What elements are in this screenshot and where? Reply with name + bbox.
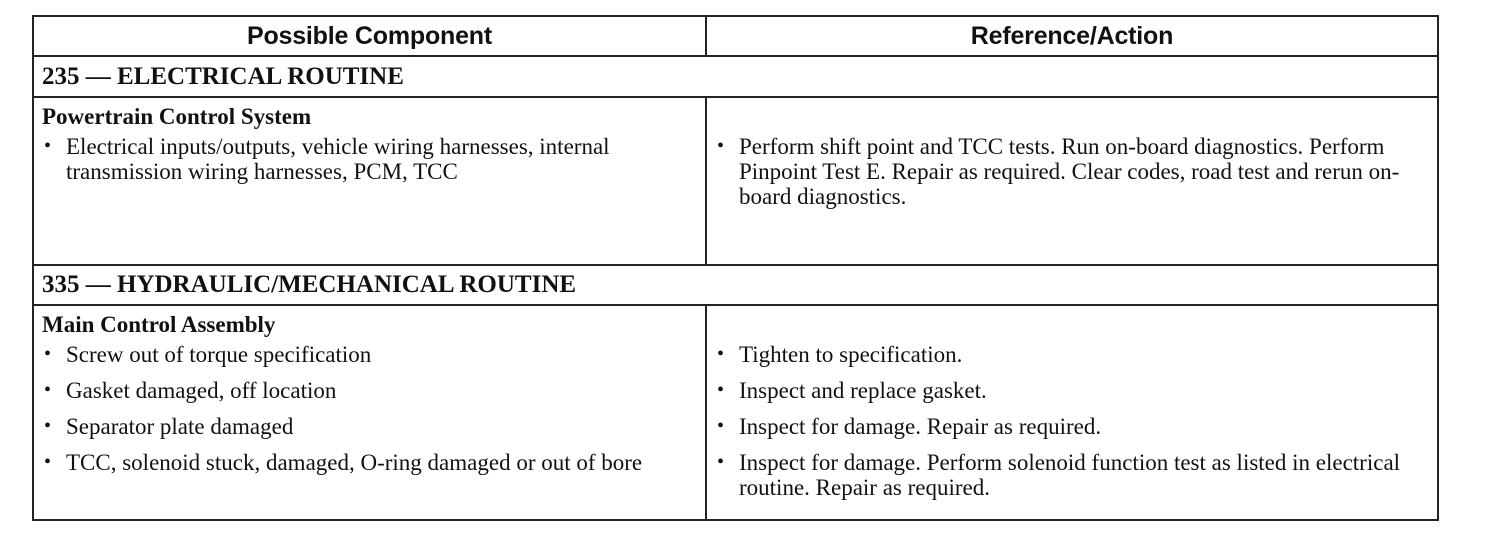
list-item xyxy=(42,342,697,367)
column-header-action: Reference/Action xyxy=(706,16,1438,56)
component-text: Screw out of torque specification xyxy=(66,342,372,368)
action-text: Tighten to specification. xyxy=(739,342,963,368)
section-title: 235 — ELECTRICAL ROUTINE xyxy=(33,56,1438,96)
list-item xyxy=(42,450,697,475)
table-row xyxy=(33,305,1438,520)
bullet-icon: • xyxy=(717,134,725,157)
bullet-icon: • xyxy=(44,451,52,474)
bullet-icon: • xyxy=(44,415,52,438)
diagnostic-table xyxy=(32,15,1439,521)
bullet-icon: • xyxy=(717,451,725,474)
bullet-icon: • xyxy=(44,379,52,402)
list-item xyxy=(715,342,1429,367)
bullet-icon: • xyxy=(717,343,725,366)
component-text: Separator plate damaged xyxy=(66,414,294,440)
action-cell xyxy=(706,305,1438,520)
component-cell xyxy=(33,305,706,520)
component-group-title: Powertrain Control System xyxy=(42,103,312,129)
action-cell xyxy=(706,97,1438,265)
section-title: 335 — HYDRAULIC/MECHANICAL ROUTINE xyxy=(33,265,1438,305)
list-item xyxy=(42,414,697,439)
component-text: Electrical inputs/outputs, vehicle wiring harnesses, internal transmission wiring harnesses, PCM, TCC xyxy=(66,133,610,184)
header-row xyxy=(33,16,1438,56)
list-item xyxy=(715,450,1429,500)
bullet-icon: • xyxy=(44,134,52,157)
list-item xyxy=(42,134,697,184)
component-group-title: Main Control Assembly xyxy=(42,312,276,338)
component-cell xyxy=(33,97,706,265)
action-text: Inspect for damage. Perform solenoid function test as listed in electrical routine. Repair as required. xyxy=(739,450,1401,501)
bullet-icon: • xyxy=(717,379,725,402)
action-text: Perform shift point and TCC tests. Run on-board diagnostics. Perform Pinpoint Test E. Repair as required. Clear codes, road test and rerun on-board diagnostics. xyxy=(739,133,1400,209)
table-row xyxy=(33,97,1438,265)
bullet-icon: • xyxy=(44,343,52,366)
section-row-hydraulic xyxy=(33,265,1438,305)
column-header-component: Possible Component xyxy=(33,16,706,56)
list-item xyxy=(715,134,1429,209)
section-row-electrical xyxy=(33,56,1438,96)
list-item xyxy=(715,378,1429,403)
component-text: TCC, solenoid stuck, damaged, O-ring damaged or out of bore xyxy=(66,450,643,476)
action-text: Inspect and replace gasket. xyxy=(739,378,987,404)
component-text: Gasket damaged, off location xyxy=(66,378,337,404)
action-text: Inspect for damage. Repair as required. xyxy=(739,414,1102,440)
bullet-icon: • xyxy=(717,415,725,438)
list-item xyxy=(715,414,1429,439)
list-item xyxy=(42,378,697,403)
